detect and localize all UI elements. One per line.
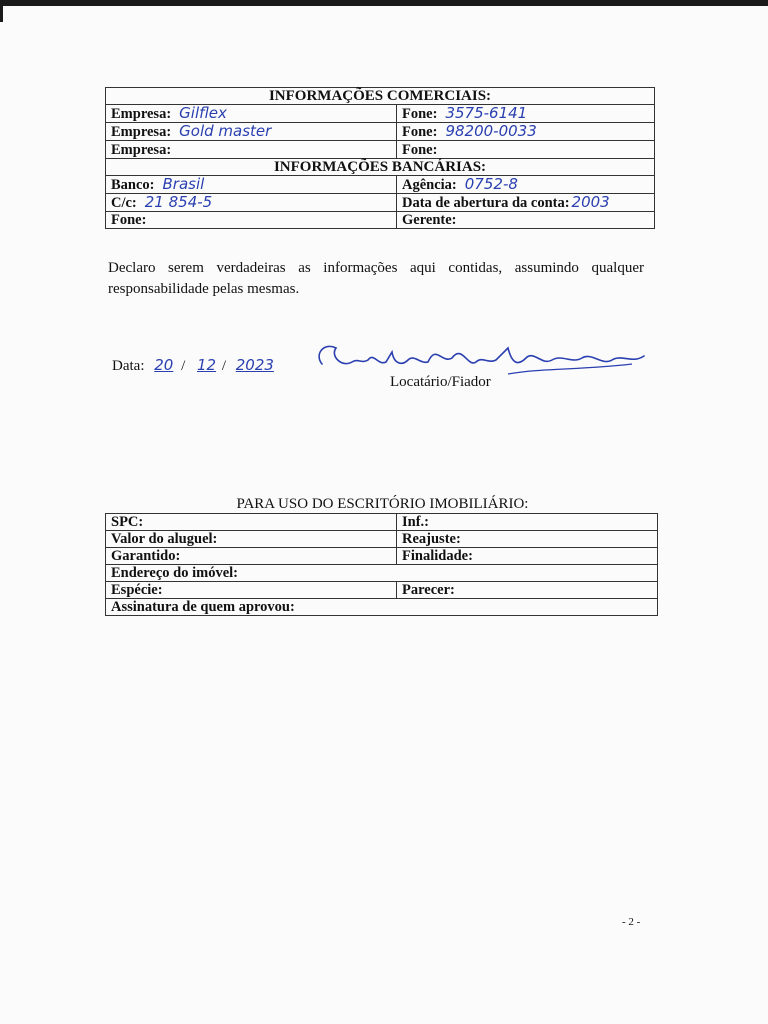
date-month[interactable]: 12 [197, 356, 217, 374]
table-row [106, 514, 658, 531]
agencia-label: Agência: [402, 177, 457, 193]
table-row [106, 212, 655, 229]
fone-value[interactable]: 98200-0033 [445, 122, 537, 140]
cc-value[interactable]: 21 854-5 [144, 193, 213, 211]
parecer-label: Parecer: [397, 582, 658, 599]
reajuste-label: Reajuste: [397, 531, 658, 548]
scan-edge [0, 0, 768, 6]
table-row [106, 582, 658, 599]
declaration-text: Declaro serem verdadeiras as informações aqui contidas, assumindo qualquer responsabilidade pelas mesmas. [108, 260, 644, 297]
abertura-label: Data de abertura da conta: [402, 195, 570, 211]
empresa-value[interactable]: Gilflex [179, 104, 227, 122]
office-table [105, 513, 658, 616]
empresa-value[interactable]: Gold master [179, 122, 272, 140]
empresa-label: Empresa: [111, 142, 172, 158]
office-title: PARA USO DO ESCRITÓRIO IMOBILIÁRIO: [236, 496, 529, 512]
spc-label: SPC: [106, 514, 397, 531]
finalidade-label: Finalidade: [397, 548, 658, 565]
table-row [106, 548, 658, 565]
fone-value[interactable]: 3575-6141 [445, 104, 528, 122]
table-row [106, 141, 655, 159]
table-row [106, 531, 658, 548]
fone-label: Fone: [402, 124, 438, 140]
table-row [106, 599, 658, 616]
banco-value[interactable]: Brasil [162, 175, 205, 193]
date-line: Data: 20 / 12 / 2023 [112, 356, 274, 374]
assinatura-label: Assinatura de quem aprovou: [106, 599, 658, 616]
scan-edge-left [0, 0, 3, 22]
empresa-label: Empresa: [111, 124, 172, 140]
banco-label: Banco: [111, 177, 155, 193]
table-row [106, 123, 655, 141]
abertura-value[interactable]: 2003 [571, 193, 610, 211]
inf-label: Inf.: [397, 514, 658, 531]
fone-label: Fone: [402, 106, 438, 122]
endereco-label: Endereço do imóvel: [106, 565, 658, 582]
table-row [106, 194, 655, 212]
table-row [106, 105, 655, 123]
valor-label: Valor do aluguel: [106, 531, 397, 548]
garantido-label: Garantido: [106, 548, 397, 565]
comerciais-title: INFORMAÇÕES COMERCIAIS: [106, 88, 655, 105]
table-row [106, 176, 655, 194]
gerente-label: Gerente: [402, 212, 457, 228]
cc-label: C/c: [111, 195, 137, 211]
table-row [106, 565, 658, 582]
bancarias-title: INFORMAÇÕES BANCÁRIAS: [106, 159, 655, 176]
empresa-label: Empresa: [111, 106, 172, 122]
especie-label: Espécie: [106, 582, 397, 599]
date-day[interactable]: 20 [154, 356, 174, 374]
date-label: Data: [112, 358, 145, 374]
date-year[interactable]: 2023 [235, 356, 274, 374]
banco-fone-label: Fone: [111, 212, 147, 228]
fone-label: Fone: [402, 142, 438, 158]
info-table [105, 87, 655, 229]
page-number: - 2 - [622, 916, 641, 928]
signature-role: Locatário/Fiador [390, 374, 491, 390]
agencia-value[interactable]: 0752-8 [464, 175, 518, 193]
